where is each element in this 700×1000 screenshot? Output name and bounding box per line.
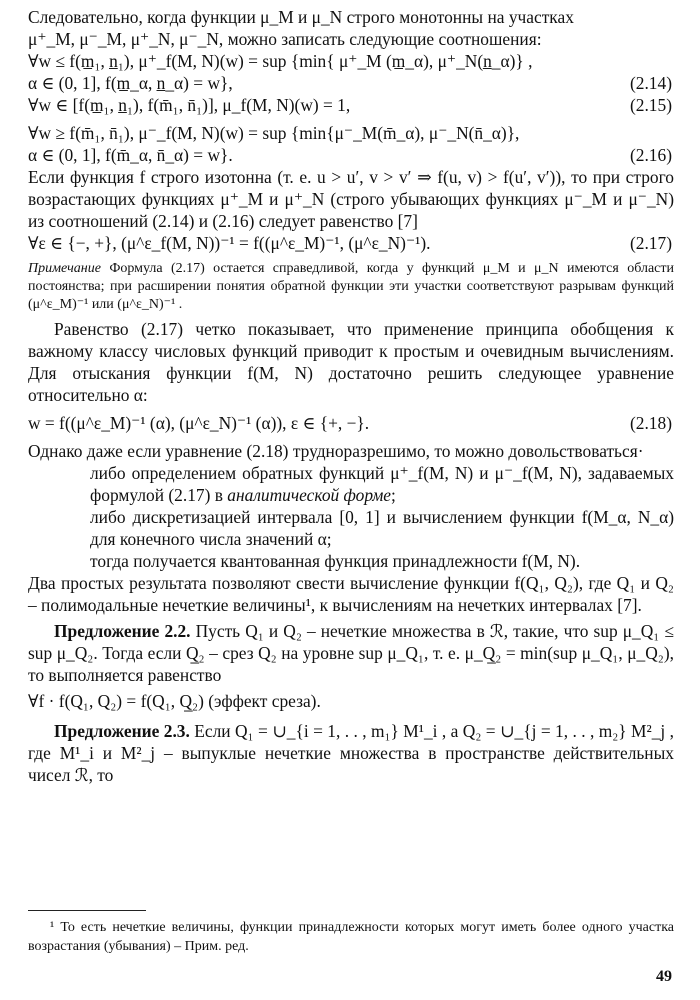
- proposition-2-3: [28, 720, 674, 786]
- option-list: [90, 462, 674, 572]
- equation-body: w = f((μ^ε_M)⁻¹ (α), (μ^ε_N)⁻¹ (α)), ε ∈ {+, −}.: [28, 413, 370, 433]
- page-number: 49: [656, 968, 672, 985]
- equation-2-17: [28, 232, 674, 254]
- list-item: либо дискретизацией интервала [0, 1] и вычислением функции f(M_α, N_α) для конечного числа значений α;: [90, 507, 674, 549]
- text-line: Следовательно, когда функции μ_M и μ_N строго монотонны на участках: [28, 7, 574, 27]
- paragraph: Равенство (2.17) четко показывает, что применение принципа обобщения к важному классу числовых функций приводит к простым и очевидным вычислениям. Для отыскания функции f(M, N) достаточно решить следующее уравнение относительно α:: [28, 319, 674, 405]
- equation-2-14: [28, 72, 674, 94]
- equation-number: (2.17): [629, 233, 672, 253]
- paragraph: Однако даже если уравнение (2.18) трудноразрешимо, то можно довольствоваться·: [28, 441, 644, 461]
- equation-body: ∀ε ∈ {−, +}, (μ^ε_f(M, N))⁻¹ = f((μ^ε_M)⁻¹, (μ^ε_N)⁻¹).: [28, 233, 431, 253]
- equation-number: (2.18): [629, 413, 672, 433]
- paragraph: Два простых результата позволяют свести вычисление функции f(Q₁, Q₂), где Q₁ и Q₂ – полимодальные нечеткие величины¹, к вычислениям на нечетких интервалах [7].: [28, 573, 674, 615]
- list-item: либо определением обратных функций μ⁺_f(M, N) и μ⁻_f(M, N), задаваемых формулой (2.17) в аналитической форме;: [90, 463, 674, 505]
- equation-2-15: [28, 94, 674, 116]
- footnote-divider: [28, 910, 146, 911]
- equation-number: (2.14): [629, 73, 672, 93]
- equation-number: (2.15): [629, 95, 672, 115]
- paragraph: Если функция f строго изотонна (т. е. u > u′, v > v′ ⇒ f(u, v) > f(u′, v′)), то при строго возрастающих функциях μ⁺_M и μ⁺_N (строго убывающих функциях μ⁻_M и μ⁻_N) из соотношений (2.14) и (2.16) следует равенство [7]: [28, 167, 674, 231]
- equation-line: ∀f · f(Q₁, Q₂) = f(Q₁, Q̲₂) (эффект среза).: [28, 691, 321, 711]
- note: [28, 260, 674, 314]
- equation-body: α ∈ (0, 1], f(m̲_α, n̲_α) = w},: [28, 73, 233, 93]
- footnote: ¹ То есть нечеткие величины, функции принадлежности которых могут иметь более одного участка возрастания (убывания) – Прим. ред.: [28, 920, 674, 954]
- equation-2-16: [28, 144, 674, 166]
- note-text: Формула (2.17) остается справедливой, когда у функций μ_M и μ_N имеются области постоянства; при расширении понятия обратной функции эти участки соответствуют разрывам функций (μ^ε_M)⁻¹ или (μ^ε_N)⁻¹ .: [28, 261, 675, 312]
- equation-body: ∀w ∈ [f(m̲₁, n̲₁), f(m̄₁, n̄₁)], μ_f(M, N)(w) = 1,: [28, 95, 351, 115]
- proposition-text: Если Q₁ = ∪_{i = 1, . . , m₁} M¹_i , а Q₂ = ∪_{j = 1, . . , m₂} M²_j , где M¹_i и M²_j – выпуклые нечеткие множества в пространстве действительных чисел ℛ, то: [28, 721, 675, 785]
- proposition-2-2: [28, 620, 674, 686]
- list-item: тогда получается квантованная функция принадлежности f(M, N).: [90, 551, 581, 571]
- text-line: μ⁺_M, μ⁻_M, μ⁺_N, μ⁻_N, можно записать следующие соотношения:: [28, 29, 542, 49]
- equation-number: (2.16): [629, 145, 672, 165]
- equation-line: ∀w ≤ f(m̲₁, n̲₁), μ⁺_f(M, N)(w) = sup {min{ μ⁺_M (m̲_α), μ⁺_N(n̲_α)} ,: [28, 51, 533, 71]
- equation-2-18: [28, 412, 674, 434]
- proposition-title: Предложение 2.2.: [54, 621, 191, 641]
- note-label: Примечание: [28, 261, 101, 276]
- proposition-title: Предложение 2.3.: [54, 721, 190, 741]
- proposition-text: Пусть Q₁ и Q₂ – нечеткие множества в ℛ, такие, что sup μ_Q₁ ≤ sup μ_Q₂. Тогда если Q̲₂ – срез Q₂ на уровне sup μ_Q₁, т. е. μ_Q̲₂ = min(sup μ_Q₁, μ_Q₂), то выполняется равенство: [28, 621, 674, 685]
- equation-line: ∀w ≥ f(m̄₁, n̄₁), μ⁻_f(M, N)(w) = sup {min{μ⁻_M(m̄_α), μ⁻_N(n̄_α)},: [28, 123, 520, 143]
- equation-body: α ∈ (0, 1], f(m̄_α, n̄_α) = w}.: [28, 145, 233, 165]
